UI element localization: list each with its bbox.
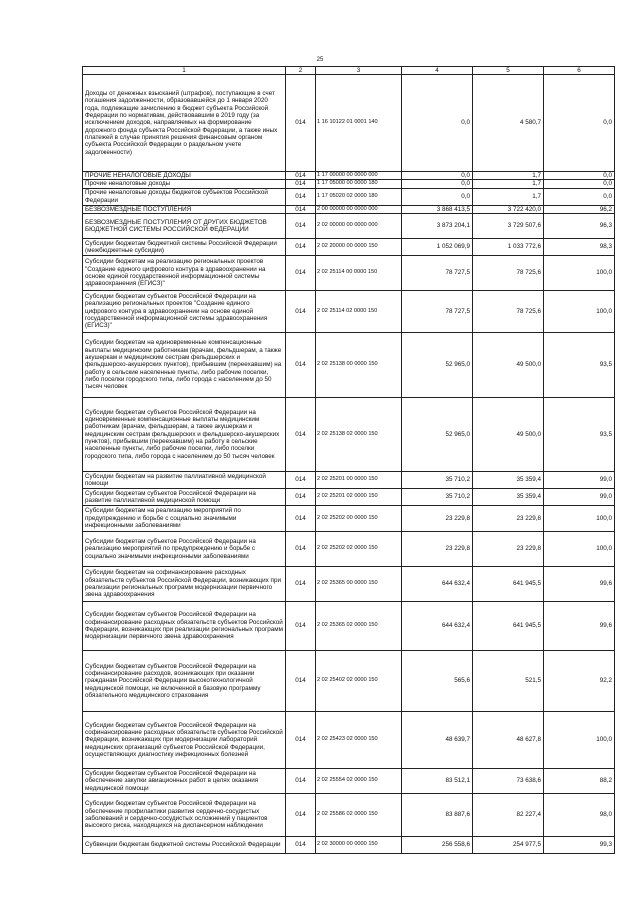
row-actual-amount-cell: 1,7 bbox=[473, 180, 544, 188]
row-percent-cell: 98,0 bbox=[544, 793, 615, 836]
row-actual-amount-cell: 254 977,5 bbox=[473, 836, 544, 853]
row-actual-amount-cell: 23 229,8 bbox=[473, 531, 544, 566]
row-actual-amount-cell: 23 229,8 bbox=[473, 505, 544, 531]
page-number: 25 bbox=[316, 57, 324, 63]
row-admin-code-cell: 014 bbox=[286, 793, 316, 836]
table-row bbox=[83, 255, 615, 290]
row-budget-code-cell: 2 02 25201 02 0000 150 bbox=[316, 488, 402, 505]
row-percent-cell: 99,6 bbox=[544, 601, 615, 650]
row-actual-amount-cell: 3 722 420,0 bbox=[473, 205, 544, 213]
row-admin-code-cell: 014 bbox=[286, 566, 316, 601]
row-admin-code-cell: 014 bbox=[286, 172, 316, 180]
column-header: 1 bbox=[83, 67, 286, 75]
table-row bbox=[83, 836, 615, 853]
row-budget-code-cell: 2 02 25201 00 0000 150 bbox=[316, 471, 402, 488]
row-name-cell: Субсидии бюджетам на единовременные компенсационные выплаты медицинским работникам (врачам, фельдшерам, а также акушеркам и медицинским сестрам фельдшерских и фельдшерско-акушерских пунктов), прибывшим (переехавшим) на работу в сельские населенные пункты, либо рабочие поселки, либо поселки городского типа, либо города с населением до 50 тысяч человек bbox=[83, 332, 286, 397]
row-percent-cell: 0,0 bbox=[544, 180, 615, 188]
row-percent-cell: 96,2 bbox=[544, 205, 615, 213]
revenue-table bbox=[82, 66, 615, 854]
row-planned-amount-cell: 83 887,6 bbox=[402, 793, 473, 836]
row-admin-code-cell: 014 bbox=[286, 531, 316, 566]
table-row bbox=[83, 505, 615, 531]
table-row bbox=[83, 75, 615, 172]
row-actual-amount-cell: 82 227,4 bbox=[473, 793, 544, 836]
row-budget-code-cell: 2 02 25202 00 0000 150 bbox=[316, 505, 402, 531]
column-header: 4 bbox=[402, 67, 473, 75]
row-percent-cell: 88,2 bbox=[544, 768, 615, 793]
row-name-cell: Субвенции бюджетам бюджетной системы Российской Федерации bbox=[83, 836, 286, 853]
row-budget-code-cell: 2 02 00000 00 0000 000 bbox=[316, 213, 402, 238]
row-budget-code-cell: 2 00 00000 00 0000 000 bbox=[316, 205, 402, 213]
table-row bbox=[83, 601, 615, 650]
row-name-cell: Субсидии бюджетам субъектов Российской Федерации на единовременные компенсационные выплаты медицинским работникам (врачам, фельдшерам, а также акушеркам и медицинским сестрам фельдшерских и фельдшерско-акушерских пунктов), прибывшим (переехавшим) на работу в сельские населенные пункты, либо рабочие поселки, либо поселки городского типа, либо города с населением до 50 тысяч человек bbox=[83, 397, 286, 471]
row-planned-amount-cell: 256 558,6 bbox=[402, 836, 473, 853]
row-name-cell: Субсидии бюджетам субъектов Российской Федерации на развитие паллиативной медицинской помощи bbox=[83, 488, 286, 505]
row-planned-amount-cell: 23 229,8 bbox=[402, 505, 473, 531]
row-admin-code-cell: 014 bbox=[286, 75, 316, 172]
table-row bbox=[83, 397, 615, 471]
row-admin-code-cell: 014 bbox=[286, 180, 316, 188]
row-planned-amount-cell: 52 965,0 bbox=[402, 332, 473, 397]
row-admin-code-cell: 014 bbox=[286, 290, 316, 332]
table-row bbox=[83, 172, 615, 180]
table-row bbox=[83, 238, 615, 255]
row-actual-amount-cell: 1 033 772,6 bbox=[473, 238, 544, 255]
row-admin-code-cell: 014 bbox=[286, 836, 316, 853]
row-actual-amount-cell: 73 638,6 bbox=[473, 768, 544, 793]
column-header: 3 bbox=[316, 67, 402, 75]
row-name-cell: Субсидии бюджетам субъектов Российской Федерации на реализацию мероприятий по предупреждению и борьбе с социально значимыми инфекционными заболеваниями bbox=[83, 531, 286, 566]
row-actual-amount-cell: 1,7 bbox=[473, 172, 544, 180]
row-percent-cell: 96,3 bbox=[544, 213, 615, 238]
row-name-cell: Субсидии бюджетам субъектов Российской Федерации на софинансирование расходных обязательств субъектов Российской Федерации, возникающих при модернизации лабораторий медицинских организаций субъектов Российской Федерации, осуществляющих диагностику инфекционных болезней bbox=[83, 711, 286, 768]
row-admin-code-cell: 014 bbox=[286, 188, 316, 205]
row-name-cell: Прочие неналоговые доходы bbox=[83, 180, 286, 188]
row-admin-code-cell: 014 bbox=[286, 711, 316, 768]
row-name-cell: Прочие неналоговые доходы бюджетов субъектов Российской Федерации bbox=[83, 188, 286, 205]
row-name-cell: ПРОЧИЕ НЕНАЛОГОВЫЕ ДОХОДЫ bbox=[83, 172, 286, 180]
row-planned-amount-cell: 0,0 bbox=[402, 188, 473, 205]
row-actual-amount-cell: 641 945,5 bbox=[473, 601, 544, 650]
row-percent-cell: 100,0 bbox=[544, 711, 615, 768]
row-planned-amount-cell: 644 632,4 bbox=[402, 566, 473, 601]
row-name-cell: Субсидии бюджетам на софинансирование расходных обязательств субъектов Российской Федерации, возникающих при реализации региональных программ модернизации первичного звена здравоохранения bbox=[83, 566, 286, 601]
row-planned-amount-cell: 78 727,5 bbox=[402, 255, 473, 290]
row-budget-code-cell: 2 02 25402 02 0000 150 bbox=[316, 650, 402, 711]
row-admin-code-cell: 014 bbox=[286, 471, 316, 488]
row-actual-amount-cell: 78 725,6 bbox=[473, 255, 544, 290]
row-name-cell: Субсидии бюджетам бюджетной системы Российской Федерации (межбюджетные субсидии) bbox=[83, 238, 286, 255]
row-percent-cell: 0,0 bbox=[544, 75, 615, 172]
row-planned-amount-cell: 35 710,2 bbox=[402, 471, 473, 488]
row-percent-cell: 100,0 bbox=[544, 290, 615, 332]
column-header: 5 bbox=[473, 67, 544, 75]
row-budget-code-cell: 2 02 25114 02 0000 150 bbox=[316, 290, 402, 332]
row-name-cell: БЕЗВОЗМЕЗДНЫЕ ПОСТУПЛЕНИЯ ОТ ДРУГИХ БЮДЖЕТОВ БЮДЖЕТНОЙ СИСТЕМЫ РОССИЙСКОЙ ФЕДЕРАЦИИ bbox=[83, 213, 286, 238]
row-actual-amount-cell: 49 500,0 bbox=[473, 397, 544, 471]
row-planned-amount-cell: 83 512,1 bbox=[402, 768, 473, 793]
table-row bbox=[83, 471, 615, 488]
row-planned-amount-cell: 3 873 204,1 bbox=[402, 213, 473, 238]
row-actual-amount-cell: 3 729 507,6 bbox=[473, 213, 544, 238]
row-name-cell: Субсидии бюджетам субъектов Российской Федерации на обеспечение закупки авиационных работ в целях оказания медицинской помощи bbox=[83, 768, 286, 793]
row-admin-code-cell: 014 bbox=[286, 397, 316, 471]
row-percent-cell: 100,0 bbox=[544, 531, 615, 566]
row-admin-code-cell: 014 bbox=[286, 255, 316, 290]
row-actual-amount-cell: 78 725,6 bbox=[473, 290, 544, 332]
row-actual-amount-cell: 48 627,8 bbox=[473, 711, 544, 768]
row-planned-amount-cell: 0,0 bbox=[402, 180, 473, 188]
table-row bbox=[83, 488, 615, 505]
row-percent-cell: 99,0 bbox=[544, 488, 615, 505]
row-percent-cell: 93,5 bbox=[544, 332, 615, 397]
column-header: 6 bbox=[544, 67, 615, 75]
row-name-cell: Субсидии бюджетам субъектов Российской Федерации на обеспечение профилактики развития сердечно-сосудистых заболеваний и сердечно-сосудистых осложнений у пациентов высокого риска, находящихся на диспансерном наблюдении bbox=[83, 793, 286, 836]
table-row bbox=[83, 290, 615, 332]
row-planned-amount-cell: 48 639,7 bbox=[402, 711, 473, 768]
row-admin-code-cell: 014 bbox=[286, 238, 316, 255]
table-row bbox=[83, 188, 615, 205]
row-name-cell: Субсидии бюджетам субъектов Российской Федерации на реализацию региональных проектов "Создание единого цифрового контура в здравоохранении на основе единой государственной информационной системы здравоохранения (ЕГИСЗ)" bbox=[83, 290, 286, 332]
table-row bbox=[83, 650, 615, 711]
row-percent-cell: 0,0 bbox=[544, 172, 615, 180]
table-row bbox=[83, 180, 615, 188]
table-row bbox=[83, 768, 615, 793]
row-budget-code-cell: 1 17 00000 00 0000 000 bbox=[316, 172, 402, 180]
row-actual-amount-cell: 641 945,5 bbox=[473, 566, 544, 601]
row-actual-amount-cell: 35 359,4 bbox=[473, 471, 544, 488]
row-planned-amount-cell: 0,0 bbox=[402, 75, 473, 172]
row-admin-code-cell: 014 bbox=[286, 601, 316, 650]
row-planned-amount-cell: 1 052 069,9 bbox=[402, 238, 473, 255]
row-name-cell: БЕЗВОЗМЕЗДНЫЕ ПОСТУПЛЕНИЯ bbox=[83, 205, 286, 213]
row-actual-amount-cell: 35 359,4 bbox=[473, 488, 544, 505]
row-admin-code-cell: 014 bbox=[286, 205, 316, 213]
row-admin-code-cell: 014 bbox=[286, 650, 316, 711]
table-row bbox=[83, 332, 615, 397]
row-name-cell: Субсидии бюджетам на реализацию региональных проектов "Создание единого цифрового контура в здравоохранении на основе единой государственной информационной системы здравоохранения (ЕГИСЗ)" bbox=[83, 255, 286, 290]
row-planned-amount-cell: 35 710,2 bbox=[402, 488, 473, 505]
row-name-cell: Субсидии бюджетам субъектов Российской Федерации на софинансирование расходных обязательств субъектов Российской Федерации, возникающих при реализации региональных программ модернизации первичного звена здравоохранения bbox=[83, 601, 286, 650]
row-percent-cell: 100,0 bbox=[544, 505, 615, 531]
table-row bbox=[83, 793, 615, 836]
row-budget-code-cell: 2 02 25114 00 0000 150 bbox=[316, 255, 402, 290]
row-percent-cell: 99,0 bbox=[544, 471, 615, 488]
row-budget-code-cell: 2 02 25554 02 0000 150 bbox=[316, 768, 402, 793]
row-actual-amount-cell: 521,5 bbox=[473, 650, 544, 711]
row-name-cell: Субсидии бюджетам на реализацию мероприятий по предупреждению и борьбе с социально значимыми инфекционными заболеваниями bbox=[83, 505, 286, 531]
row-planned-amount-cell: 3 868 413,5 bbox=[402, 205, 473, 213]
row-budget-code-cell: 2 02 25365 00 0000 150 bbox=[316, 566, 402, 601]
row-planned-amount-cell: 78 727,5 bbox=[402, 290, 473, 332]
row-budget-code-cell: 2 02 25202 02 0000 150 bbox=[316, 531, 402, 566]
table-row bbox=[83, 531, 615, 566]
row-actual-amount-cell: 4 580,7 bbox=[473, 75, 544, 172]
row-budget-code-cell: 2 02 25586 02 0000 150 bbox=[316, 793, 402, 836]
row-admin-code-cell: 014 bbox=[286, 505, 316, 531]
row-budget-code-cell: 2 02 20000 00 0000 150 bbox=[316, 238, 402, 255]
row-percent-cell: 100,0 bbox=[544, 255, 615, 290]
row-planned-amount-cell: 0,0 bbox=[402, 172, 473, 180]
row-budget-code-cell: 2 02 30000 00 0000 150 bbox=[316, 836, 402, 853]
row-percent-cell: 92,2 bbox=[544, 650, 615, 711]
row-name-cell: Субсидии бюджетам на развитие паллиативной медицинской помощи bbox=[83, 471, 286, 488]
row-admin-code-cell: 014 bbox=[286, 332, 316, 397]
table-row bbox=[83, 213, 615, 238]
row-budget-code-cell: 2 02 25138 02 0000 150 bbox=[316, 397, 402, 471]
row-planned-amount-cell: 52 965,0 bbox=[402, 397, 473, 471]
row-name-cell: Доходы от денежных взысканий (штрафов), поступающие в счет погашения задолженности, образовавшейся до 1 января 2020 года, подлежащие зачислению в бюджет субъекта Российской Федерации по нормативам, действовавшим в 2019 году (за исключением доходов, направляемых на формирование дорожного фонда субъекта Российской Федерации, а также иных платежей в случае принятия решения финансовым органом субъекта Российской Федерации о раздельном учете задолженности) bbox=[83, 75, 286, 172]
row-budget-code-cell: 2 02 25138 00 0000 150 bbox=[316, 332, 402, 397]
column-header: 2 bbox=[286, 67, 316, 75]
table-header-row bbox=[83, 67, 615, 75]
row-planned-amount-cell: 644 632,4 bbox=[402, 601, 473, 650]
revenue-table-body bbox=[83, 67, 615, 854]
row-planned-amount-cell: 23 229,8 bbox=[402, 531, 473, 566]
row-percent-cell: 99,3 bbox=[544, 836, 615, 853]
row-actual-amount-cell: 1,7 bbox=[473, 188, 544, 205]
table-row bbox=[83, 711, 615, 768]
row-admin-code-cell: 014 bbox=[286, 768, 316, 793]
row-admin-code-cell: 014 bbox=[286, 488, 316, 505]
row-budget-code-cell: 1 16 10122 01 0001 140 bbox=[316, 75, 402, 172]
table-row bbox=[83, 205, 615, 213]
row-actual-amount-cell: 49 500,0 bbox=[473, 332, 544, 397]
row-budget-code-cell: 2 02 25423 02 0000 150 bbox=[316, 711, 402, 768]
row-name-cell: Субсидии бюджетам субъектов Российской Федерации на софинансирование расходов, возникающих при оказании гражданам Российской Федерации высокотехнологичной медицинской помощи, не включенной в базовую программу обязательного медицинского страхования bbox=[83, 650, 286, 711]
row-admin-code-cell: 014 bbox=[286, 213, 316, 238]
row-budget-code-cell: 2 02 25365 02 0000 150 bbox=[316, 601, 402, 650]
row-percent-cell: 99,6 bbox=[544, 566, 615, 601]
row-percent-cell: 98,3 bbox=[544, 238, 615, 255]
row-budget-code-cell: 1 17 05000 00 0000 180 bbox=[316, 180, 402, 188]
row-percent-cell: 0,0 bbox=[544, 188, 615, 205]
row-percent-cell: 93,5 bbox=[544, 397, 615, 471]
row-budget-code-cell: 1 17 05020 02 0000 180 bbox=[316, 188, 402, 205]
row-planned-amount-cell: 565,6 bbox=[402, 650, 473, 711]
table-row bbox=[83, 566, 615, 601]
